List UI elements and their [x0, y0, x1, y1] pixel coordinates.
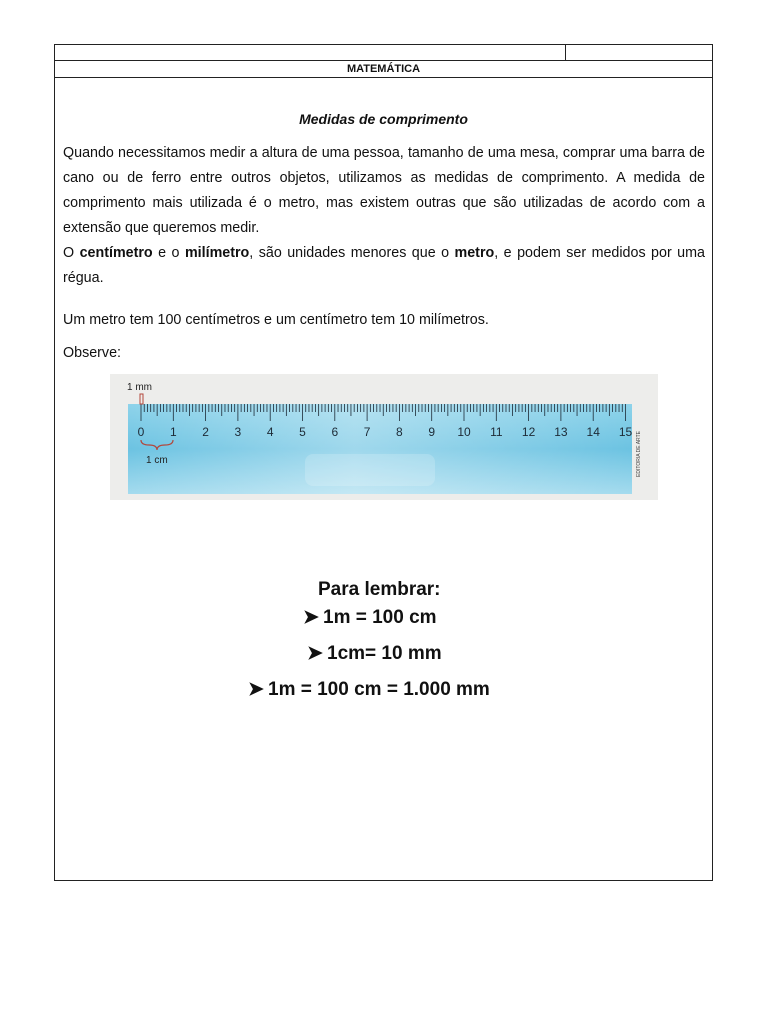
- remember-item: [248, 678, 490, 701]
- intro-paragraph: [63, 141, 705, 291]
- ruler-illustration: [110, 374, 658, 500]
- ruler-number: 8: [396, 425, 403, 439]
- ruler-side-text: EDITORIA DE ARTE: [636, 431, 642, 477]
- remember-item-text: 1m = 100 cm: [323, 607, 437, 628]
- arrow-bullet-icon: ➤: [248, 679, 264, 700]
- cm-label: 1 cm: [146, 455, 168, 466]
- ruler-number: 12: [521, 425, 536, 439]
- remember-item: [307, 642, 442, 665]
- units-text-pre: O: [63, 245, 80, 261]
- remember-item-text: 1cm= 10 mm: [327, 643, 442, 664]
- ruler-number: 7: [363, 425, 371, 439]
- remember-item: [303, 606, 437, 629]
- term-centimetro: centímetro: [79, 245, 153, 261]
- ruler-number: 11: [490, 425, 503, 439]
- units-text-mid1: e o: [152, 245, 185, 261]
- ruler-number: 9: [428, 425, 436, 439]
- header-divider: [565, 45, 566, 61]
- mm-label: 1 mm: [127, 382, 152, 393]
- intro-text: Quando necessitamos medir a altura de uma pessoa, tamanho de uma mesa, comprar uma barra de cano ou de ferro entre outros objetos, utilizamos as medidas de comprimento. A medida de comprimento mais utilizada é o metro, mas existem outras que são utilizadas de acordo com a extensão que queremos medir.: [63, 145, 705, 236]
- term-milimetro: milímetro: [184, 245, 250, 261]
- subject-header: MATEMÁTICA: [55, 61, 712, 78]
- arrow-bullet-icon: ➤: [307, 643, 323, 664]
- ruler-number: 15: [618, 425, 633, 439]
- ruler-number: 13: [554, 425, 568, 439]
- arrow-bullet-icon: ➤: [303, 607, 319, 628]
- units-text-mid2: , são unidades menores que o: [249, 245, 455, 261]
- ruler-number: 10: [457, 425, 471, 439]
- remember-item-text: 1m = 100 cm = 1.000 mm: [268, 679, 490, 700]
- ruler-number: 2: [202, 425, 209, 439]
- remember-title: Para lembrar:: [318, 579, 441, 600]
- term-metro: metro: [454, 245, 495, 261]
- observe-label: Observe:: [63, 345, 122, 361]
- ruler-number: 0: [137, 425, 145, 439]
- worksheet-frame: [54, 44, 713, 881]
- ruler-image: [110, 374, 658, 500]
- header-row: [55, 45, 712, 61]
- ruler-number: 4: [266, 425, 274, 439]
- units-text-post: , e podem ser medidos por uma régua.: [63, 245, 705, 286]
- conversion-sentence: Um metro tem 100 centímetros e um centímetro tem 10 milímetros.: [63, 312, 489, 328]
- document-title: Medidas de comprimento: [299, 111, 468, 127]
- ruler-number: 5: [299, 425, 306, 439]
- ruler-number: 6: [331, 425, 339, 439]
- ruler-reflection: [305, 454, 435, 486]
- ruler-number: 3: [234, 425, 242, 439]
- ruler-number: 1: [169, 425, 177, 439]
- ruler-number: 14: [586, 425, 600, 439]
